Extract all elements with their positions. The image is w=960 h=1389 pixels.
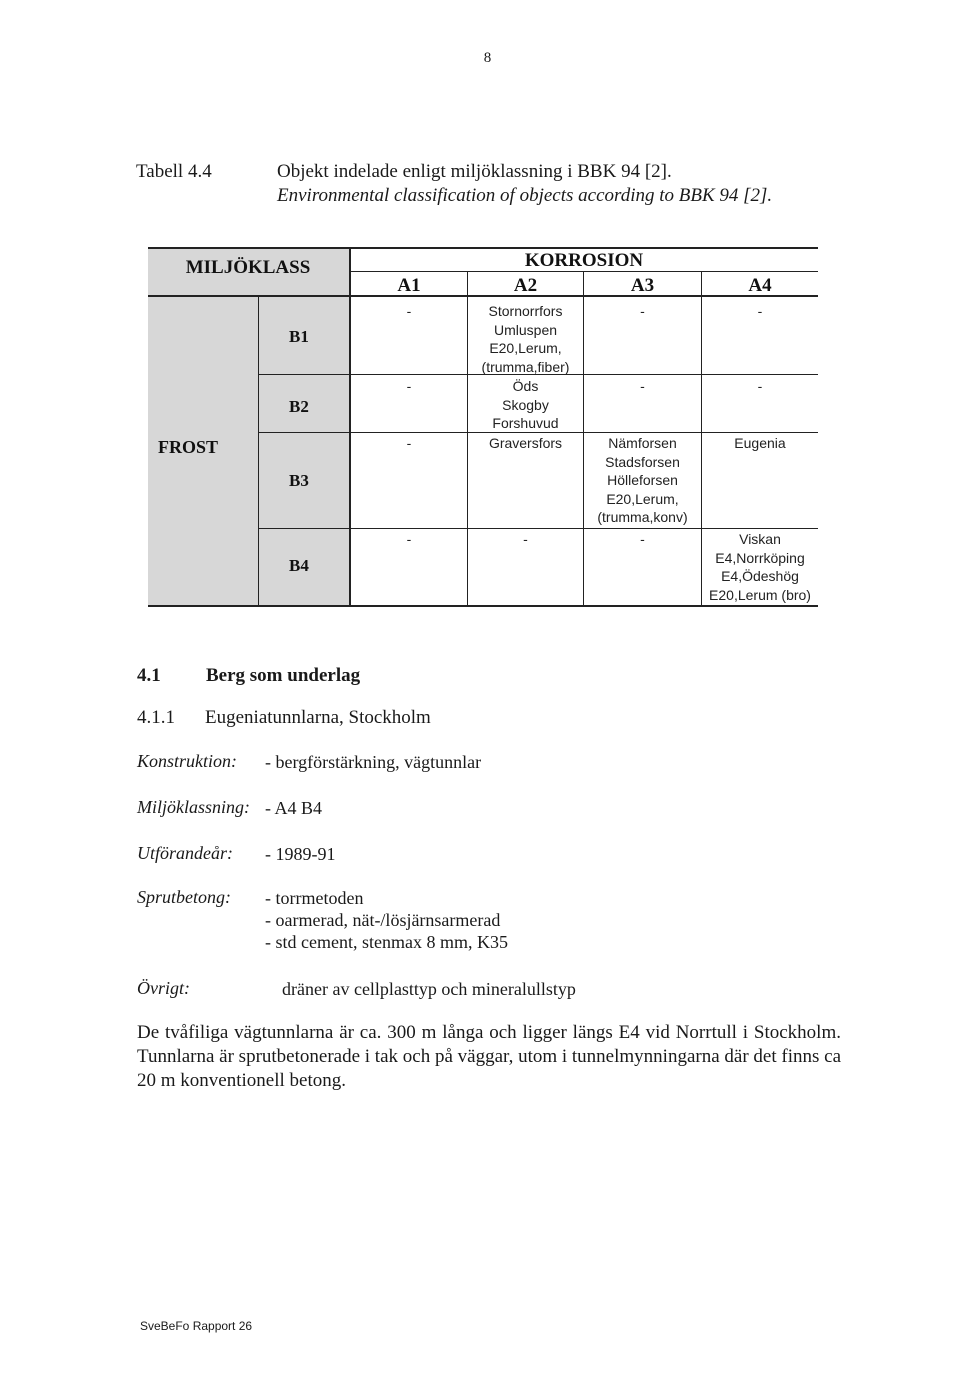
field-label-ovrigt: Övrigt: — [137, 978, 190, 998]
table-cell: Eugenia — [734, 435, 786, 451]
field-value-utforandear: - 1989-91 — [265, 844, 336, 864]
field-label-utforandear: Utförandeår: — [137, 843, 233, 863]
table-group-header: KORROSION — [524, 250, 644, 271]
table-cell: - — [640, 531, 645, 547]
section-heading — [137, 665, 360, 687]
table-caption-english: Environmental classification of objects according to BBK 94 [2]. — [277, 185, 773, 206]
table-cell: - — [523, 531, 528, 547]
table-caption-swedish: Objekt indelade enligt miljöklassning i BBK 94 [2]. — [277, 161, 672, 182]
column-header-a4: A4 — [748, 275, 772, 296]
row-label-b3: B3 — [289, 471, 309, 490]
section-title: Berg som underlag — [206, 665, 361, 686]
field-value-sprutbetong: - torrmetoden - oarmerad, nät-/lösjärnsarmerad - std cement, stenmax 8 mm, K35 — [265, 888, 508, 952]
column-header-a2: A2 — [513, 275, 538, 296]
row-label-b2: B2 — [289, 397, 309, 416]
table-cell: - — [757, 378, 763, 394]
section-number: 4.1 — [137, 665, 161, 686]
field-label-miljoklassning: Miljöklassning: — [137, 797, 250, 817]
table-cell: - — [640, 378, 645, 394]
table-cell: - — [406, 303, 412, 319]
table-cell: - — [406, 435, 412, 451]
row-label-b4: B4 — [289, 556, 309, 575]
table-shaded-header-region — [148, 247, 349, 607]
subsection-heading — [137, 707, 431, 729]
body-paragraph: De tvåfiliga vägtunnlarna är ca. 300 m långa och ligger längs E4 vid Norrtull i Stockholm. Tunnlarna är sprutbetonerade i tak och på väggar, utom i tunnelmynningarna där det finns ca 20 m konventionell betong. — [137, 1022, 841, 1091]
table-cell: - — [640, 303, 645, 319]
table-cell: Nämforsen Stadsforsen Hölleforsen E20,Lerum, (trumma,konv) — [597, 435, 688, 525]
table-cell: Viskan E4,Norrköping E4,Ödeshög E20,Lerum (bro) — [709, 531, 811, 603]
table-cell: - — [406, 378, 412, 394]
table-caption-label: Tabell 4.4 — [136, 161, 212, 182]
field-value-ovrigt: dräner av cellplasttyp och mineralullstyp — [282, 979, 576, 999]
classification-table — [148, 247, 818, 607]
subsection-number: 4.1.1 — [137, 707, 175, 728]
row-group-label-frost: FROST — [158, 437, 219, 457]
table-cell: Graversfors — [488, 435, 563, 451]
field-value-miljoklassning: - A4 B4 — [265, 798, 323, 818]
table-cell: - — [757, 303, 763, 319]
column-header-a1: A1 — [397, 275, 421, 296]
page-number: 8 — [483, 50, 492, 66]
field-label-konstruktion: Konstruktion: — [137, 751, 238, 771]
table-cell: - — [406, 531, 412, 547]
field-value-konstruktion: - bergförstärkning, vägtunnlar — [265, 752, 482, 772]
table-corner-header: MILJÖKLASS — [185, 257, 311, 278]
row-label-b1: B1 — [289, 327, 309, 346]
subsection-title: Eugeniatunnlarna, Stockholm — [205, 707, 431, 728]
footer-text: SveBeFo Rapport 26 — [140, 1319, 253, 1333]
column-header-a3: A3 — [630, 275, 655, 296]
field-label-sprutbetong: Sprutbetong: — [137, 887, 231, 907]
table-cell: Stornorrfors Umluspen E20,Lerum, (trumma,fiber) — [481, 303, 570, 375]
table-cell: Öds Skogby Forshuvud — [492, 378, 559, 431]
